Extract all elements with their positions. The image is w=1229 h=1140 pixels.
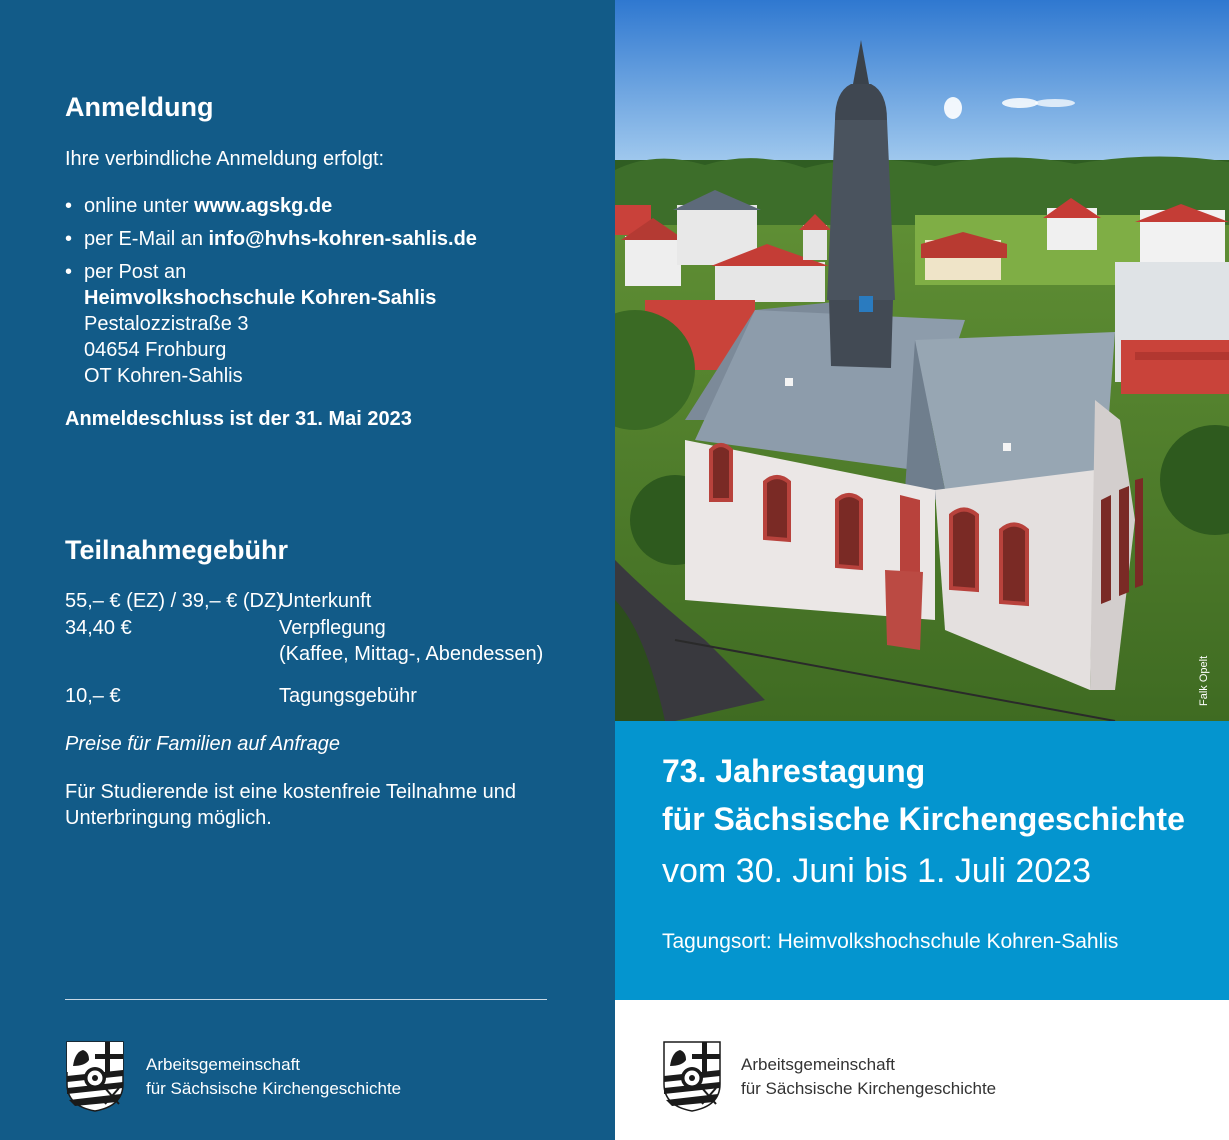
event-date: vom 30. Juni bis 1. Juli 2023 xyxy=(662,852,1092,890)
organization-name-line2: für Sächsische Kirchengeschichte xyxy=(146,1079,402,1098)
students-note-line1: Für Studierende ist eine kostenfreie Teilnahme und xyxy=(65,781,517,803)
fee-amount: 55,– € (EZ) / 39,– € (DZ) xyxy=(65,590,283,612)
event-banner xyxy=(615,721,1229,1000)
address-name: Heimvolkshochschule Kohren-Sahlis xyxy=(84,287,437,309)
email-prefix: per E-Mail an xyxy=(84,228,209,250)
event-title-line1: 73. Jahrestagung xyxy=(662,753,926,789)
email-link[interactable]: info@hvhs-kohren-sahlis.de xyxy=(208,228,477,250)
address-district: OT Kohren-Sahlis xyxy=(84,365,243,387)
fee-label: Verpflegung xyxy=(279,617,386,639)
photo-credit: Falk Opelt xyxy=(1198,655,1210,706)
coat-of-arms-logo xyxy=(65,1040,125,1112)
address-street: Pestalozzistraße 3 xyxy=(84,313,249,335)
registration-online-item xyxy=(65,193,477,219)
divider xyxy=(65,999,547,1000)
fee-amount: 10,– € xyxy=(65,685,121,707)
registration-intro: Ihre verbindliche Anmeldung erfolgt: xyxy=(65,148,385,170)
registration-deadline: Anmeldeschluss ist der 31. Mai 2023 xyxy=(65,408,412,430)
registration-heading: Anmeldung xyxy=(65,92,214,122)
registration-methods-list xyxy=(65,193,477,396)
address-city: 04654 Frohburg xyxy=(84,339,227,361)
organization-name-line2: für Sächsische Kirchengeschichte xyxy=(741,1079,997,1098)
registration-post-item xyxy=(65,259,477,389)
fees-heading: Teilnahmegebühr xyxy=(65,535,289,565)
coat-of-arms-logo xyxy=(662,1040,722,1112)
church-photo xyxy=(615,0,1229,721)
event-title-line2: für Sächsische Kirchengeschichte xyxy=(662,801,1185,837)
fee-amount: 34,40 € xyxy=(65,617,132,639)
organization-name-line1: Arbeitsgemeinschaft xyxy=(146,1055,301,1074)
registration-email-item xyxy=(65,226,477,252)
fee-label: (Kaffee, Mittag-, Abendessen) xyxy=(279,643,544,665)
fee-label: Unterkunft xyxy=(279,590,372,612)
post-prefix: • per Post an xyxy=(84,261,187,283)
cover-footer xyxy=(615,1000,1229,1140)
online-url-link[interactable]: www.agskg.de xyxy=(194,195,333,217)
event-venue: Tagungsort: Heimvolkshochschule Kohren-Sahlis xyxy=(662,930,1119,953)
fee-label: Tagungsgebühr xyxy=(279,685,417,707)
students-note-line2: Unterbringung möglich. xyxy=(65,807,272,829)
online-prefix: online unter xyxy=(84,195,195,217)
organization-name-line1: Arbeitsgemeinschaft xyxy=(741,1055,896,1074)
family-note: Preise für Familien auf Anfrage xyxy=(65,733,340,755)
